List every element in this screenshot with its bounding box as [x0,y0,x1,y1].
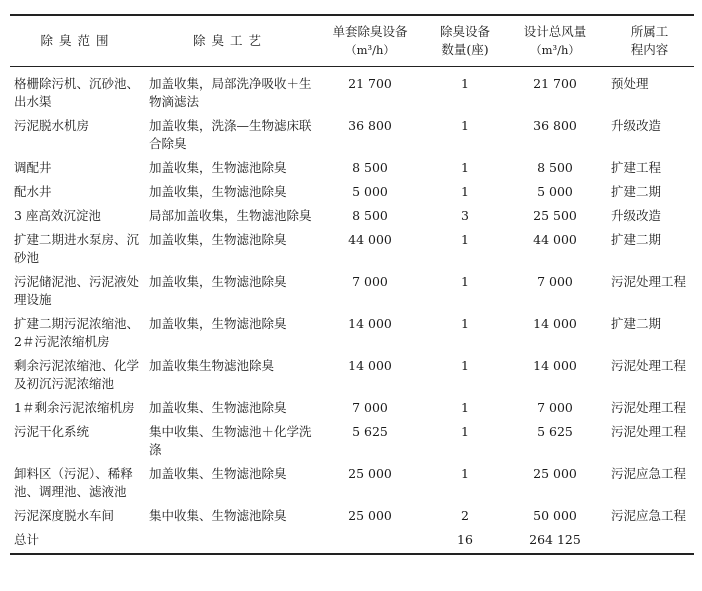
table-row [10,67,694,115]
cell-scope: 污泥干化系统 [14,424,90,439]
cell-process [145,528,315,554]
header-quantity-label: 除臭设备 [439,24,490,39]
cell-process: 加盖收集、生物滤池除臭 [149,466,287,481]
cell-scope: 格栅除污机、沉砂池、出水渠 [14,76,140,109]
header-row [10,15,694,67]
cell-unit-capacity: 25 000 [348,466,392,481]
cell-project: 扩建二期 [611,316,662,331]
cell-unit-capacity: 5 625 [352,424,388,439]
cell-unit-capacity: 25 000 [348,508,392,523]
cell-project: 升级改造 [611,208,662,223]
cell-scope: 扩建二期进水泵房、沉砂池 [14,232,140,265]
cell-quantity: 1 [461,160,469,175]
table-header [10,15,694,67]
cell-total-air: 25 000 [533,466,577,481]
table-row [10,354,694,396]
cell-process: 加盖收集，生物滤池除臭 [149,316,287,331]
cell-unit-capacity: 7 000 [352,274,388,289]
cell-scope: 污泥脱水机房 [14,118,90,133]
cell-project: 扩建工程 [611,160,662,175]
cell-quantity: 1 [461,76,469,91]
header-total-air-label: 设计总风量 [523,24,587,39]
header-process: 除臭工艺 [192,33,267,48]
cell-quantity: 2 [461,508,469,523]
cell-project: 预处理 [611,76,649,91]
cell-project: 升级改造 [611,118,662,133]
cell-scope: 配水井 [14,184,52,199]
deodorization-table [10,14,694,555]
cell-project: 扩建二期 [611,232,662,247]
header-total-air [505,15,605,67]
cell-process: 加盖收集生物滤池除臭 [149,358,275,373]
cell-unit-capacity: 14 000 [348,316,392,331]
cell-total-air: 264 125 [529,532,581,547]
cell-scope: 扩建二期污泥浓缩池、2＃污泥浓缩机房 [14,316,140,349]
header-unit-capacity-unit: （m³/h） [345,43,395,57]
cell-total-air: 5 000 [537,184,573,199]
cell-quantity: 1 [461,232,469,247]
header-project-line2: 程内容 [630,42,669,57]
cell-total-air: 14 000 [533,316,577,331]
cell-quantity: 3 [461,208,469,223]
cell-unit-capacity: 8 500 [352,160,388,175]
cell-process: 加盖收集、生物滤池除臭 [149,400,287,415]
cell-unit-capacity: 5 000 [352,184,388,199]
cell-project: 污泥应急工程 [611,508,687,523]
cell-unit-capacity: 14 000 [348,358,392,373]
cell-quantity: 1 [461,316,469,331]
table-row [10,420,694,462]
cell-total-air: 50 000 [533,508,577,523]
cell-total-air: 25 500 [533,208,577,223]
cell-project: 污泥应急工程 [611,466,687,481]
cell-process: 加盖收集，生物滤池除臭 [149,232,287,247]
cell-quantity: 1 [461,358,469,373]
cell-total-air: 36 800 [533,118,577,133]
header-quantity-unit: 数量(座) [441,42,489,57]
table-row [10,204,694,228]
cell-project: 污泥处理工程 [611,424,687,439]
header-project-line1: 所属工 [630,24,669,39]
header-unit-capacity-label: 单套除臭设备 [332,24,408,39]
table-row [10,228,694,270]
cell-process: 加盖收集，生物滤池除臭 [149,274,287,289]
cell-quantity: 1 [461,424,469,439]
cell-quantity: 1 [461,274,469,289]
table-row [10,114,694,156]
cell-quantity: 1 [461,466,469,481]
cell-unit-capacity: 21 700 [348,76,392,91]
cell-scope: 总计 [14,532,40,547]
header-scope: 除臭范围 [40,33,115,48]
table-row [10,156,694,180]
header-unit-capacity [315,15,425,67]
cell-total-air: 44 000 [533,232,577,247]
cell-scope: 污泥储泥池、污泥液处理设施 [14,274,140,307]
cell-scope: 调配井 [14,160,52,175]
cell-unit-capacity: 7 000 [352,400,388,415]
cell-quantity: 16 [457,532,473,547]
cell-process: 加盖收集，生物滤池除臭 [149,184,287,199]
table-row [10,396,694,420]
table-row [10,270,694,312]
cell-unit-capacity: 8 500 [352,208,388,223]
cell-total-air: 21 700 [533,76,577,91]
cell-process: 集中收集、生物滤池除臭 [149,508,287,523]
cell-process: 集中收集、生物滤池＋化学洗涤 [149,424,312,457]
cell-quantity: 1 [461,184,469,199]
table-row [10,180,694,204]
cell-total-air: 7 000 [537,274,573,289]
cell-total-air: 8 500 [537,160,573,175]
table-row [10,312,694,354]
cell-total-air: 14 000 [533,358,577,373]
cell-process: 加盖收集，生物滤池除臭 [149,160,287,175]
cell-total-air: 7 000 [537,400,573,415]
cell-scope: 卸料区（污泥）、稀释池、调理池、滤液池 [14,466,133,499]
cell-project: 污泥处理工程 [611,400,687,415]
table-row [10,504,694,528]
table-body [10,67,694,555]
header-project [605,15,694,67]
table-row [10,462,694,504]
cell-scope: 污泥深度脱水车间 [14,508,115,523]
cell-quantity: 1 [461,118,469,133]
cell-project: 污泥处理工程 [611,274,687,289]
cell-project [605,528,694,554]
cell-scope: 剩余污泥浓缩池、化学及初沉污泥浓缩池 [14,358,140,391]
header-quantity [425,15,505,67]
cell-scope: 3 座高效沉淀池 [14,208,101,223]
cell-unit-capacity [315,528,425,554]
cell-unit-capacity: 44 000 [348,232,392,247]
cell-process: 局部加盖收集，生物滤池除臭 [149,208,312,223]
cell-scope: 1＃剩余污泥浓缩机房 [14,400,135,415]
cell-process: 加盖收集，洗涤—生物滤床联合除臭 [149,118,312,151]
cell-process: 加盖收集，局部洗净吸收＋生物滴滤法 [149,76,312,109]
table-row [10,528,694,554]
cell-unit-capacity: 36 800 [348,118,392,133]
cell-project: 污泥处理工程 [611,358,687,373]
cell-quantity: 1 [461,400,469,415]
header-total-air-unit: （m³/h） [530,43,580,57]
cell-total-air: 5 625 [537,424,573,439]
cell-project: 扩建二期 [611,184,662,199]
